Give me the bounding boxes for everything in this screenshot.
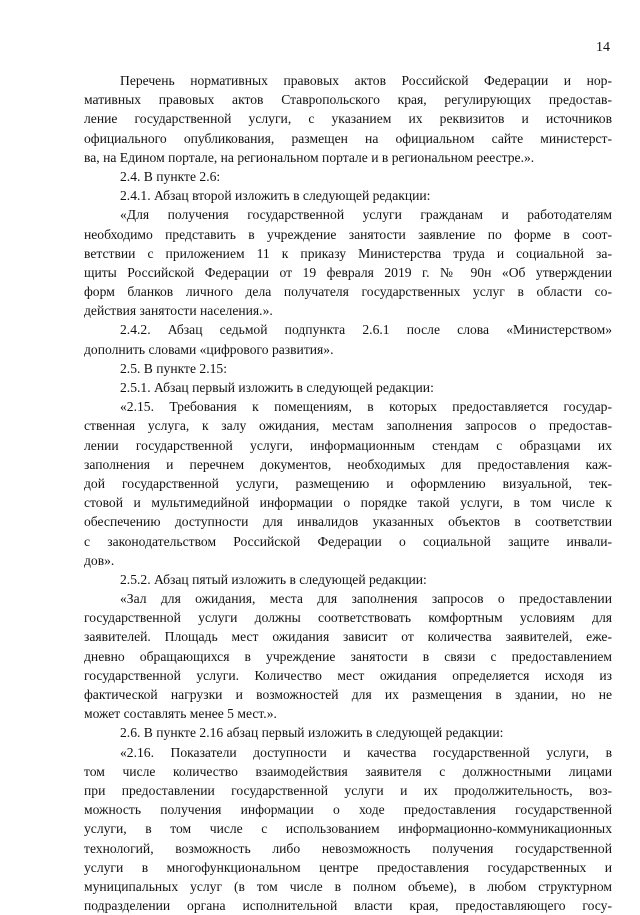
text-line: 2.6. В пункте 2.16 абзац первый изложить в следующей редакции: [120, 725, 504, 741]
document-body [84, 71, 612, 915]
text-line: при предоставлении государственной услуги и их продолжительность, воз- [84, 782, 612, 798]
text-line: форм бланков личного дела получателя государственных услуг в области со- [84, 284, 612, 300]
text-line: государственной услуги. Количество мест ожидания определяется исходя из [84, 667, 612, 683]
text-line: услуги в многофункциональном центре предоставления государственных и [84, 859, 612, 875]
text-line: подразделении органа исполнительной власти края, предоставляющего госу- [84, 898, 612, 914]
text-line: государственной услуги должны соответствовать комфортным условиям для [84, 610, 612, 626]
text-line: том числе количество взаимодействия заявителя с должностными лицами [84, 763, 612, 779]
text-line: официального опубликования, размещен на официальном сайте министерст- [84, 130, 612, 146]
text-line: щиты Российской Федерации от 19 февраля 2019 г. № 90н «Об утверждении [84, 264, 612, 280]
text-line: обеспечению доступности для инвалидов указанных объектов в соответствии [84, 514, 612, 530]
text-line: 2.5.2. Абзац пятый изложить в следующей редакции: [120, 571, 427, 587]
text-line: 2.4.1. Абзац второй изложить в следующей редакции: [120, 188, 431, 204]
text-line: фактической нагрузки и возможностей для их размещения в здании, но не [84, 687, 612, 702]
text-line: можность получения информации о ходе предоставления государственной [84, 802, 612, 818]
text-line: ственная услуга, к залу ожидания, местам заполнения запросов о предостав- [84, 418, 612, 434]
text-line: лении государственной услуги, информационным стендам с образцами их [84, 437, 612, 453]
text-line: муниципальных услуг (в том числе в полном объеме), в любом структурном [84, 878, 612, 894]
text-line: 2.4.2. Абзац седьмой подпункта 2.6.1 после слова «Министерством» [120, 322, 612, 338]
text-line: с законодательством Российской Федерации о социальной защите инвали- [84, 533, 612, 549]
text-line: дневно обращающихся в учреждение занятости в связи с предоставлением [84, 648, 612, 664]
text-line: дой государственной услуги, размещению и оформлению визуальной, тек- [84, 475, 612, 491]
page-number: 14 [596, 40, 610, 55]
text-line: 2.5.1. Абзац первый изложить в следующей редакции: [120, 380, 434, 395]
text-line: 2.5. В пункте 2.15: [120, 360, 227, 376]
text-line: «Для получения государственной услуги гражданам и работодателям [120, 207, 612, 223]
text-line: действия занятости населения.». [84, 303, 273, 319]
text-line: 2.4. В пункте 2.6: [120, 168, 221, 184]
text-line: дополнить словами «цифрового развития». [84, 341, 334, 357]
text-line: услуги, в том числе с использованием информационно-коммуникационных [84, 821, 612, 837]
text-line: заявителей. Площадь мест ожидания зависит от количества заявителей, еже- [84, 629, 612, 645]
text-line: мативных правовых актов Ставропольского края, регулирующих предостав- [84, 92, 612, 108]
text-line: дов». [84, 552, 115, 568]
text-line: ление государственной услуги, с указанием их реквизитов и источников [84, 111, 612, 127]
text-line: ва, на Едином портале, на региональном портале и в региональном реестре.». [84, 149, 535, 165]
text-line: Перечень нормативных правовых актов Российской Федерации и нор- [120, 73, 612, 88]
text-line: может составлять менее 5 мест.». [84, 706, 277, 722]
text-line: стовой и мультимедийной информации о порядке такой услуги, в том числе к [84, 495, 612, 511]
text-line: «2.16. Показатели доступности и качества государственной услуги, в [120, 744, 612, 760]
text-line: «2.15. Требования к помещениям, в которых предоставляется государ- [120, 399, 612, 415]
text-line: необходимо представить в учреждение занятости заявление по форме в соот- [84, 226, 612, 242]
text-line: заполнения и перечнем документов, необходимых для предоставления каж- [84, 456, 612, 472]
text-line: «Зал для ожидания, места для заполнения запросов о предоставлении [120, 591, 612, 607]
text-line: ветствии с приложением 11 к приказу Министерства труда и социальной за- [84, 245, 612, 261]
text-line: технологий, возможность либо невозможность получения государственной [84, 840, 612, 856]
